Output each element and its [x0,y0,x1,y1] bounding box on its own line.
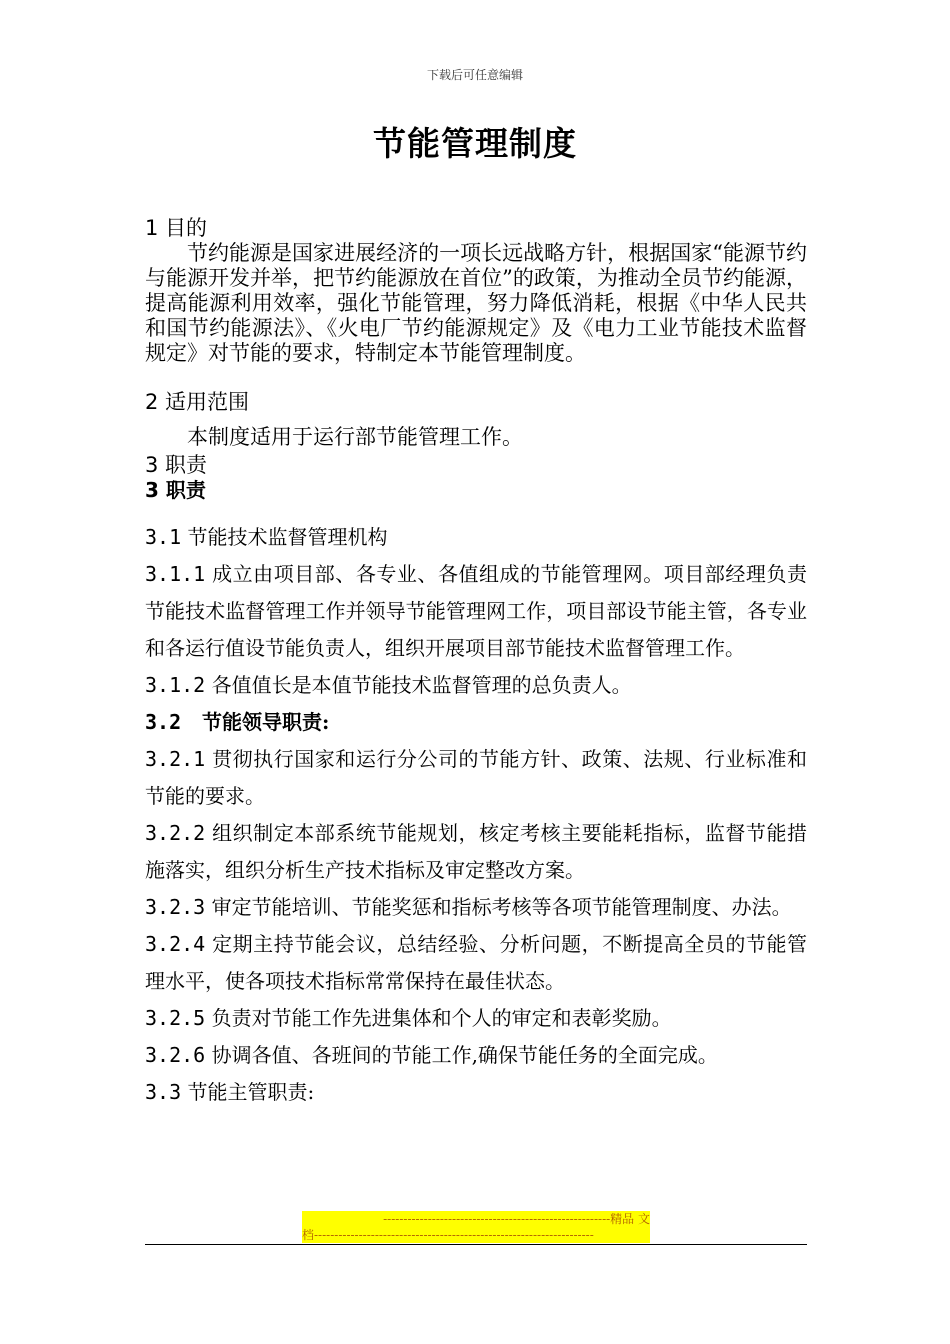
clause-3-2-2: 3.2.2 组织制定本部系统节能规划，核定考核主要能耗指标，监督节能措施落实，组织分析生产技术指标及审定整改方案。 [145,821,807,882]
clause-3-1-2: 3.1.2 各值值长是本值节能技术监督管理的总负责人。 [145,673,632,697]
header-note: 下载后可任意编辑 [426,68,523,82]
section-1-heading: 1 目的 [145,216,208,240]
section-scope [145,390,807,450]
footer-divider [145,1244,807,1245]
clause-3-2-4: 3.2.4 定期主持节能会议，总结经验、分析问题，不断提高全员的节能管理水平，使各项技术指标常常保持在最佳状态。 [145,932,807,993]
clause-3-1-1: 3.1.1 成立由项目部、各专业、各值组成的节能管理网。项目部经理负责节能技术监督管理工作并领导节能管理网工作，项目部设节能主管，各专业和各运行值设节能负责人，组织开展项目部节能技术监督管理工作。 [145,562,807,660]
clause-3-1: 3.1 节能技术监督管理机构 [145,525,388,549]
footer-watermark-line-1: --------------------------------------------------------精品 文 [302,1211,650,1227]
section-2-heading: 2 适用范围 [145,390,250,414]
clause-3-2-5: 3.2.5 负责对节能工作先进集体和个人的审定和表彰奖励。 [145,1006,672,1030]
section-3-heading: 3 职责 [145,453,208,477]
section-responsibilities [145,453,807,503]
section-1-body: 节约能源是国家进展经济的一项长远战略方针，根据国家“能源节约与能源开发并举，把节约能源放在首位”的政策，为推动全员节约能源，提高能源利用效率，强化节能管理，努力降低消耗，根据《中华人民共和国节约能源法》、《火电厂节约能源规定》及《电力工业节能技术监督规定》对节能的要求，特制定本节能管理制度。 [145,241,807,365]
responsibility-list [145,519,807,1111]
clause-3-2-3: 3.2.3 审定节能培训、节能奖惩和指标考核等各项节能管理制度、办法。 [145,895,792,919]
clause-3-2: 3.2 节能领导职责: [145,710,330,734]
section-purpose [145,216,807,366]
section-3-heading-bold: 3 职责 [145,478,206,502]
clause-3-2-6: 3.2.6 协调各值、各班间的节能工作,确保节能任务的全面完成。 [145,1043,718,1067]
document-title: 节能管理制度 [373,124,577,163]
footer-watermark-line-2: 档--------------------------------------------------------------------- [302,1227,650,1243]
clause-3-3: 3.3 节能主管职责: [145,1080,315,1104]
section-2-body: 本制度适用于运行部节能管理工作。 [187,425,523,449]
clause-3-2-1: 3.2.1 贯彻执行国家和运行分公司的节能方针、政策、法规、行业标准和节能的要求。 [145,747,807,808]
